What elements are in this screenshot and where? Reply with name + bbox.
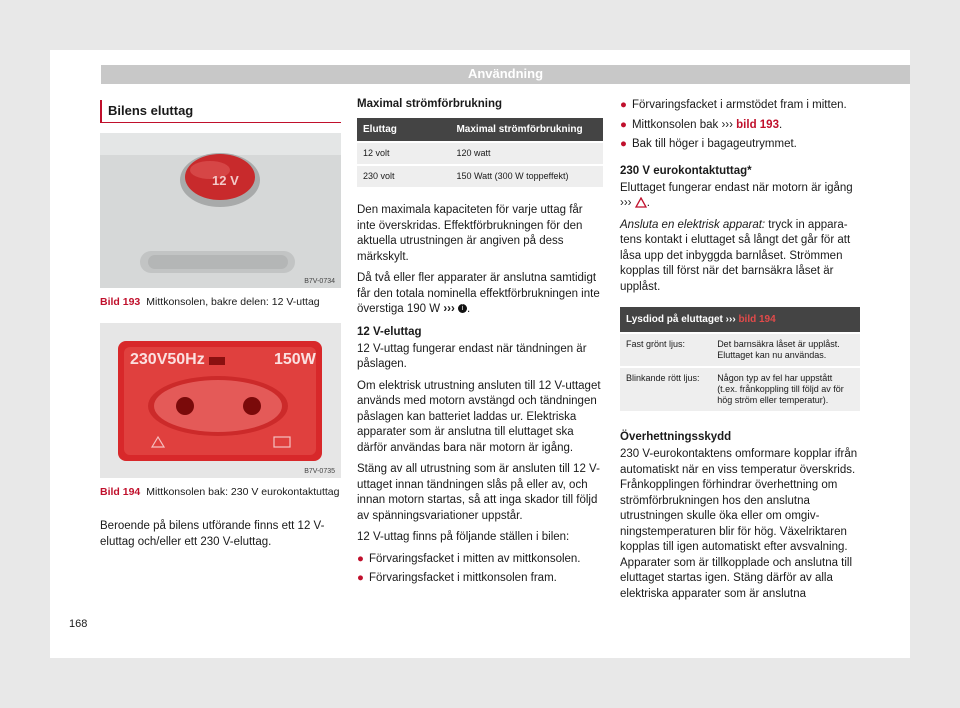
list-item — [620, 137, 860, 153]
table-cell: Blinkande rött ljus: — [620, 367, 711, 411]
figure-ref: B7V-0735 — [304, 468, 335, 475]
paragraph: Den maximala kapaciteten för varje uttag får inte överskridas. Effektförbrukningen för den aktuella utrustningen är angiven på dess märkskylt. — [357, 204, 583, 263]
table-cell: Någon typ av fel har uppstått (t.ex. frånkoppling till följd av för hög ström eller temperatur). — [711, 367, 860, 411]
header-bar — [101, 65, 910, 84]
figure-12v-illustration — [100, 133, 341, 288]
subheading: 230 V eurokontaktuttag* — [620, 164, 752, 177]
figure-230v-socket — [100, 323, 341, 478]
table-cell: 120 watt — [450, 142, 603, 165]
table-cell: 12 volt — [357, 142, 450, 165]
paragraph-text: tryck in apparatens kontakt i eluttaget så långt det går för att låsa upp det inbyggda barnlåset. Strömmen kopplas till först när det barnsäkra låset är upplåst. — [620, 218, 851, 293]
paragraph: 12 V-uttag finns på följande ställen i bilen: — [357, 531, 570, 543]
section-title: Bilens eluttag — [100, 100, 341, 123]
list-item-text: Bak till höger i bagageutrymmet. — [631, 138, 797, 150]
crossref-arrow: ››› — [443, 303, 455, 315]
figure-12v-socket — [100, 133, 341, 288]
page-number: 168 — [69, 618, 88, 630]
figure-230v-illustration — [100, 323, 341, 478]
paragraph-text: Då två eller fler apparater är anslutna samtidigt får den totala nominella effektförbrukningen inte överstiga 190 W — [357, 272, 600, 315]
table-cell: 230 volt — [357, 165, 450, 187]
paragraph: Om elektrisk utrustning ansluten till 12 V-uttaget används med motorn avstängd och tändningen påslagen kan batteriet laddas ur. Elektriska apparater som är anslutna till eluttaget ska därför användas bara när motorn är igång. — [357, 379, 601, 454]
table-cell: Det barnsäkra låset är upplåst. Eluttaget kan nu användas. — [711, 333, 860, 367]
paragraph: Då två eller fler apparater är anslutna samtidigt får den totala nominella effektförbrukningen inte överstiga 190 W ››› i . — [357, 272, 600, 315]
info-icon: i — [458, 304, 467, 313]
table-title: Maximal strömförbrukning — [357, 98, 503, 110]
list-item-text: Förvaringsfacket i mittkonsolen fram. — [368, 572, 557, 584]
list-item — [357, 552, 603, 568]
figure-link[interactable]: bild 194 — [738, 314, 776, 325]
table-row — [620, 367, 860, 411]
table-header: Eluttag — [357, 118, 450, 142]
figure-caption — [100, 486, 341, 499]
paragraph — [620, 218, 860, 296]
subheading: 12 V-eluttag — [357, 325, 422, 338]
figure-label: Bild 194 — [100, 486, 141, 498]
bullet-icon: ● — [620, 99, 627, 111]
list-item — [357, 571, 603, 587]
paragraph-text: Eluttaget fungerar endast när motorn är igång — [620, 181, 853, 194]
paragraph: Eluttaget fungerar endast när motorn är igång ››› . — [620, 181, 853, 209]
list-item-text: Förvaringsfacket i armstödet fram i mitten. — [631, 99, 847, 111]
page — [50, 50, 910, 658]
paragraph-italic: Ansluta en elektrisk apparat: — [620, 218, 766, 231]
led-table-title-text: Lysdiod på eluttaget — [626, 314, 723, 325]
list-item: ● Mittkonsolen bak ››› bild 193. — [620, 118, 783, 131]
led-table-title — [620, 307, 860, 332]
subheading: Överhettningsskydd — [620, 431, 732, 443]
table-cell: 150 Watt (300 W toppeffekt) — [450, 165, 603, 187]
socket-label-right: 150W — [274, 351, 316, 368]
badge-12v: 12 V — [212, 173, 239, 188]
left-column — [100, 100, 341, 556]
list-item-text: Mittkonsolen bak — [631, 118, 719, 131]
figure-ref: B7V-0734 — [304, 278, 335, 285]
paragraph: 12 V-uttag fungerar endast när tändningen är påslagen. — [357, 342, 587, 370]
table-cell: Fast grönt ljus: — [620, 333, 711, 367]
figure-link[interactable]: bild 193 — [736, 118, 779, 131]
bullet-icon: ● — [357, 572, 364, 584]
warning-icon — [635, 197, 647, 208]
paragraph: 230 V-eurokontaktens omformare kopplar ifrån automatiskt när en viss temperatur överskrids. Frånkopplingen förhindrar överhettning om strömförbrukningen hos den anslutna utrustningen skulle öka eller om omgivningstemperaturen blir för hög. Växelriktaren kopplas till igen automatiskt efter avsvalning. Apparater som är tillkopplade och anslutna till eluttaget startas igen. Stäng därför av alla elektriska apparater som är anslutna — [620, 448, 858, 600]
socket-label-left: 230V50Hz — [130, 351, 205, 368]
bullet-icon: ● — [620, 118, 627, 131]
table-row — [357, 142, 603, 165]
crossref-arrow: ››› — [620, 197, 632, 209]
power-table — [357, 118, 603, 187]
intro-text: Beroende på bilens utförande finns ett 12 V-eluttag och/eller ett 230 V-eluttag. — [100, 520, 325, 548]
figure-label: Bild 193 — [100, 296, 141, 308]
right-column — [620, 98, 860, 608]
bullet-icon: ● — [357, 552, 364, 565]
figure-caption — [100, 296, 341, 309]
led-table — [620, 332, 860, 411]
crossref-arrow: ››› — [725, 314, 736, 325]
middle-column — [357, 98, 603, 591]
table-row — [357, 165, 603, 187]
crossref-arrow: ››› — [721, 118, 733, 131]
table-header: Maximal strömförbrukning — [450, 118, 603, 142]
header-title: Användning — [467, 66, 544, 81]
list-item — [620, 98, 860, 114]
table-row — [620, 333, 860, 367]
paragraph: Stäng av all utrustning som är ansluten till 12 V-uttaget innan tändningen slås på eller av, och innan motorn startas, så att inga skador till följd av spänningsvariationer uppstår. — [357, 463, 600, 522]
figure-caption-text: Mittkonsolen, bakre delen: 12 V-uttag — [146, 296, 320, 308]
bullet-icon: ● — [620, 138, 627, 150]
figure-caption-text: Mittkonsolen bak: 230 V eurokontaktuttag — [146, 486, 340, 498]
list-item-text: Förvaringsfacket i mitten av mittkonsolen. — [368, 552, 581, 565]
